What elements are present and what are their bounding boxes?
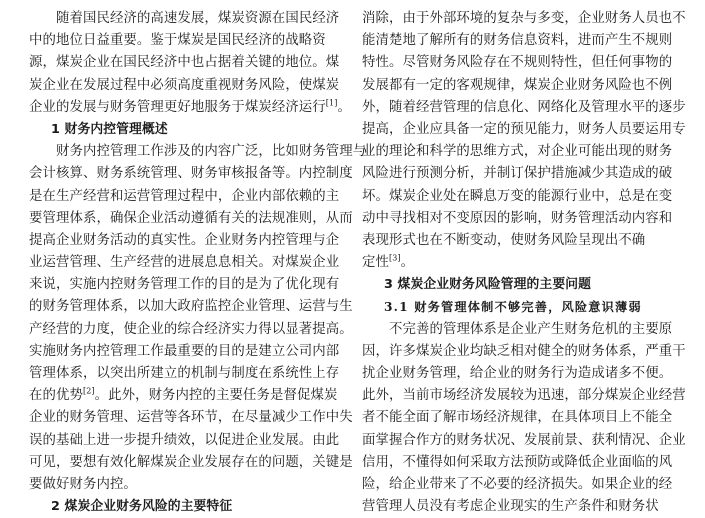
left-text-line	[29, 363, 347, 385]
line-text: 表现形式也在不断变动，使财务风险呈现出不确	[362, 232, 646, 248]
right-text-line	[362, 474, 682, 496]
line-text: 定性	[362, 255, 389, 271]
right-text-line	[362, 452, 682, 474]
line-text: 信用，不懂得如何采取方法预防或降低企业面临的风	[362, 454, 673, 470]
line-text: 外，随着经营管理的信息化、网络化及管理水平的逐步	[362, 99, 686, 115]
right-section-heading	[362, 274, 682, 296]
line-text: 2 煤炭企业财务风险的主要特征	[51, 499, 233, 515]
right-text-line	[362, 230, 682, 252]
citation-ref: [3]	[388, 253, 401, 263]
line-text: 动中寻找相对不变原因的影响，财务管理活动内容和	[362, 210, 673, 226]
left-column	[29, 8, 367, 518]
right-text-line	[362, 363, 682, 385]
right-text-line	[362, 30, 682, 52]
line-text: 坏。煤炭企业处在瞬息万变的能源行业中，总是在变	[362, 188, 673, 204]
left-text-line	[29, 30, 347, 52]
line-text: 提高企业财务活动的真实性。企业财务内控管理与企	[29, 232, 340, 248]
line-text: 扰企业财务管理，给企业的财务行为造成诸多不便。	[362, 366, 673, 381]
left-text-line	[29, 97, 351, 119]
line-text: 炭企业在发展过程中必须高度重视财务风险，使煤炭	[29, 77, 340, 93]
line-text: 产经营的力度，使企业的综合经济实力得以显著提高。	[29, 321, 353, 337]
left-section-heading	[29, 119, 347, 141]
citation-ref: [2]	[82, 386, 95, 396]
right-subsection-heading	[362, 296, 682, 318]
left-text-line	[29, 452, 353, 474]
line-text: 可见，要想有效化解煤炭企业发展存在的问题，关键是	[29, 454, 353, 470]
left-text-line	[29, 186, 347, 208]
line-text: 在的优势	[29, 388, 83, 404]
line-text: 误的基础上进一步提升绩效，以促进企业发展。由此	[29, 432, 340, 448]
right-text-line	[362, 385, 686, 407]
left-text-line	[29, 474, 347, 496]
right-text-line	[362, 208, 682, 230]
right-text-line	[362, 163, 682, 185]
line-text: 提高，企业应具备一定的预见能力，财务人员要运用专	[362, 121, 686, 137]
right-text-line	[362, 496, 682, 518]
line-text: 能清楚地了解所有的财务信息资料，进而产生不规则	[362, 33, 673, 49]
line-text-tail: 。此外，财务内控的主要任务是督促煤炭	[94, 388, 338, 404]
line-text: 业运营管理、生产经营的进展息息相关。对煤炭企业	[29, 255, 340, 271]
citation-ref: [1]	[325, 98, 338, 108]
line-text: 此外，当前市场经济发展较为迅速，部分煤炭企业经营	[362, 388, 686, 404]
line-text: 中的地位日益重要。鉴于煤炭是国民经济的战略资	[29, 33, 326, 49]
left-text-line	[29, 274, 347, 296]
line-text: 险，给企业带来了不必要的经济损失。如果企业的经	[362, 476, 673, 492]
line-text: 来说，实施内控财务管理工作的目的是为了优化现有	[29, 277, 340, 293]
right-text-line	[362, 341, 686, 363]
left-paragraph-start	[29, 8, 347, 30]
line-text: 企业的财务管理、运营等各环节，在尽量减少工作中失	[29, 410, 353, 426]
left-text-line	[29, 52, 347, 74]
left-text-line	[29, 385, 347, 407]
left-text-line	[29, 230, 347, 252]
left-text-line	[29, 319, 353, 341]
line-text: 者不能全面了解市场经济规律，在具体项目上不能全	[362, 410, 673, 426]
line-text: 发展都有一定的客观规律，煤炭企业财务风险也不例	[362, 77, 673, 93]
line-text: 面掌握合作方的财务状况、发展前景、获利情况、企业	[362, 432, 686, 448]
right-text-line	[362, 407, 682, 429]
right-text-line	[362, 119, 686, 141]
line-text: 3.1 财务管理体制不够完善，风险意识薄弱	[384, 300, 642, 315]
right-text-line	[362, 8, 686, 30]
line-text: 企业的发展与财务管理更好地服务于煤炭经济运行	[29, 99, 326, 115]
line-text: 管理体系，以突出所建立的机制与制度在系统性上存	[29, 366, 340, 381]
line-text: 会计核算、财务系统管理、财务审核报备等。内控制度	[29, 166, 353, 182]
right-text-line	[362, 252, 682, 274]
right-text-line	[362, 97, 686, 119]
right-text-line	[362, 75, 682, 97]
line-text: 因，许多煤炭企业均缺乏相对健全的财务体系，严重干	[362, 343, 686, 359]
left-text-line	[29, 341, 347, 363]
line-text: 业的理论和科学的思维方式，对企业可能出现的财务	[362, 144, 673, 160]
left-text-line	[29, 296, 353, 318]
right-text-line	[362, 430, 686, 452]
line-text: 营管理人员没有考虑企业现实的生产条件和财务状	[362, 499, 659, 515]
right-text-line	[362, 141, 682, 163]
line-text: 消除，由于外部环境的复杂与多变，企业财务人员也不	[362, 11, 686, 26]
right-column	[362, 8, 686, 518]
line-text: 是在生产经营和运营管理过程中，企业内部依赖的主	[29, 188, 340, 204]
left-text-line	[29, 163, 353, 185]
line-text: 财务内控管理工作涉及的内容广泛，比如财务管理与	[56, 144, 367, 160]
right-paragraph-start	[362, 319, 682, 341]
line-text: 1 财务内控管理概述	[51, 121, 168, 137]
line-text: 风险进行预测分析，并制订保护措施减少其造成的破	[362, 166, 673, 182]
right-text-line	[362, 186, 682, 208]
line-text: 源，煤炭企业在国民经济中也占据着关键的地位。煤	[29, 55, 340, 71]
line-text: 3 煤炭企业财务风险管理的主要问题	[384, 277, 592, 293]
line-text: 要做好财务内控。	[29, 476, 137, 492]
left-text-line	[29, 407, 353, 429]
line-text: 特性。尽管财务风险存在不规则特性，但任何事物的	[362, 55, 673, 71]
line-text-tail: 。	[337, 99, 351, 115]
left-paragraph-start	[29, 141, 367, 163]
line-text: 的财务管理体系，以加大政府监控企业管理、运营与生	[29, 299, 353, 315]
left-section-heading	[29, 496, 347, 518]
right-text-line	[362, 52, 682, 74]
left-text-line	[29, 430, 347, 452]
left-text-line	[29, 252, 347, 274]
line-text: 实施财务内控管理工作最重要的目的是建立公司内部	[29, 343, 340, 359]
left-text-line	[29, 208, 353, 230]
line-text: 不完善的管理体系是企业产生财务危机的主要原	[389, 321, 673, 337]
line-text: 随着国民经济的高速发展，煤炭资源在国民经济	[56, 11, 340, 26]
line-text: 要管理体系，确保企业活动遵循有关的法规准则，从而	[29, 210, 353, 226]
line-text-tail: 。	[400, 255, 415, 271]
left-text-line	[29, 75, 347, 97]
